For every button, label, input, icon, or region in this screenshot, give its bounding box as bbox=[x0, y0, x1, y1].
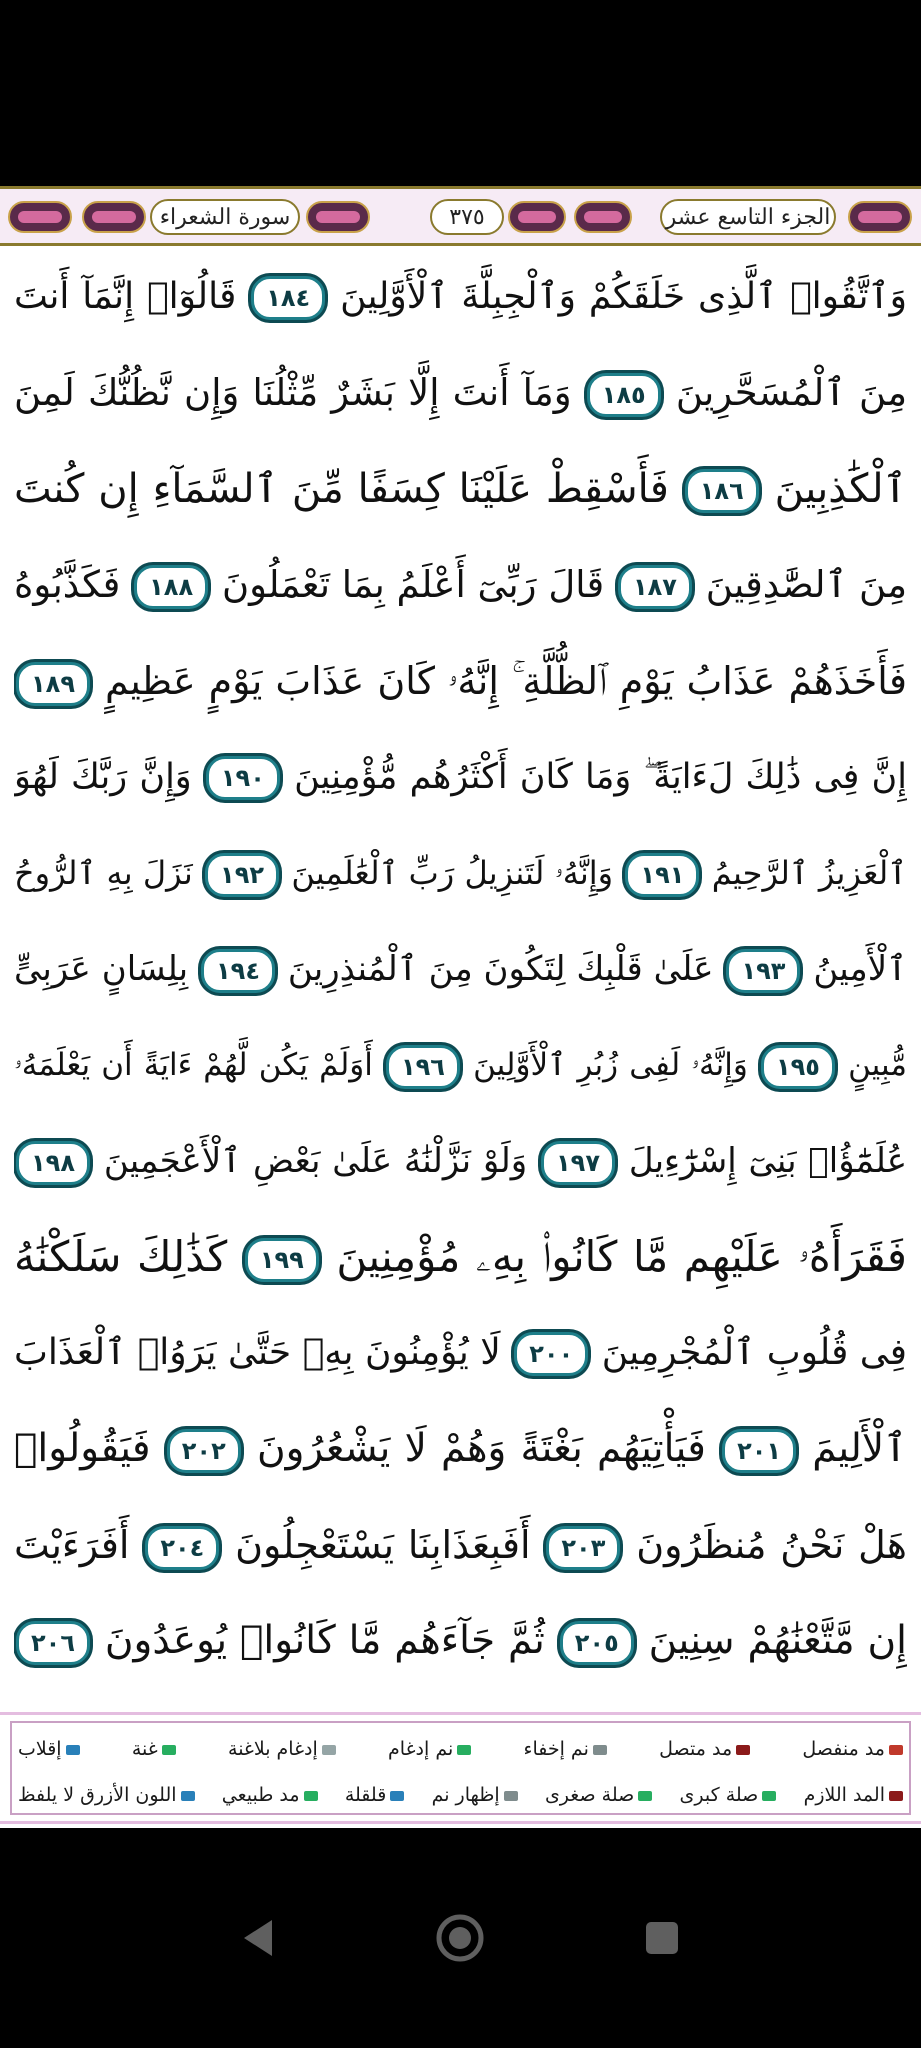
legend-item bbox=[388, 1738, 471, 1760]
color-swatch-icon bbox=[593, 1745, 607, 1755]
back-button[interactable] bbox=[216, 1896, 300, 1980]
verse-text[interactable]: وَمَآ أَنتَ إِلَّا بَشَرٌ مِّثْلُنَا وَإِن نَّظُنُّكَ لَمِنَ bbox=[14, 371, 572, 414]
verse-text[interactable]: أَفَبِعَذَابِنَا يَسْتَعْجِلُونَ bbox=[235, 1523, 531, 1567]
verse-text[interactable]: قَالُوٓا۟ إِنَّمَآ أَنتَ bbox=[14, 276, 237, 317]
quran-line[interactable] bbox=[14, 444, 907, 534]
ayah-number-marker[interactable]: ٢٠٦ bbox=[16, 1621, 90, 1665]
verse-text[interactable]: مُّبِينٍ bbox=[848, 1047, 907, 1083]
legend-label: إقلاب bbox=[18, 1738, 62, 1760]
verse-text[interactable]: أَوَلَمْ يَكُن لَّهُمْ ءَايَةً أَن يَعْلَمَهُۥ bbox=[14, 1047, 373, 1083]
verse-text[interactable]: وَٱتَّقُوا۟ ٱلَّذِى خَلَقَكُمْ وَٱلْجِبِلَّةَ ٱلْأَوَّلِينَ bbox=[340, 276, 907, 317]
legend-label: مد طبيعي bbox=[221, 1784, 300, 1806]
verse-text[interactable]: وَإِنَّهُۥ لَفِى زُبُرِ ٱلْأَوَّلِينَ bbox=[473, 1047, 748, 1083]
quran-line[interactable] bbox=[14, 828, 907, 918]
legend-frame bbox=[10, 1721, 911, 1815]
ayah-number-marker[interactable]: ٢٠٣ bbox=[546, 1526, 620, 1570]
verse-text[interactable]: ٱلْعَزِيزُ ٱلرَّحِيمُ bbox=[711, 854, 907, 892]
ayah-number-marker[interactable]: ١٩٨ bbox=[16, 1141, 90, 1185]
quran-line[interactable] bbox=[14, 732, 907, 822]
verse-text[interactable]: فَكَذَّبُوهُ bbox=[14, 563, 121, 606]
header-ornament bbox=[8, 201, 72, 233]
legend-item bbox=[18, 1738, 80, 1760]
legend-row bbox=[18, 1773, 903, 1817]
header-ornament bbox=[848, 201, 912, 233]
verse-text[interactable]: فَأَخَذَهُمْ عَذَابُ يَوْمِ ٱلظُّلَّةِ ۚ إِنَّهُۥ كَانَ عَذَابَ يَوْمٍ عَظِيمٍ bbox=[105, 659, 907, 703]
ayah-number-marker[interactable]: ١٩٩ bbox=[245, 1238, 319, 1282]
ayah-number-marker[interactable]: ١٨٥ bbox=[587, 373, 661, 417]
page-header bbox=[0, 186, 921, 246]
legend-row bbox=[18, 1727, 903, 1771]
ayah-number-marker[interactable]: ١٨٦ bbox=[685, 469, 759, 513]
ayah-number-marker[interactable]: ١٩٣ bbox=[726, 949, 800, 993]
quran-text[interactable] bbox=[14, 252, 907, 1706]
verse-text[interactable]: ٱلْأَلِيمَ bbox=[812, 1426, 907, 1471]
legend-item bbox=[432, 1784, 518, 1806]
quran-line[interactable] bbox=[14, 1404, 907, 1494]
back-icon bbox=[238, 1916, 278, 1960]
quran-line[interactable] bbox=[14, 348, 907, 438]
legend-label: إظهار نم bbox=[431, 1784, 500, 1806]
legend-label: مد متصل bbox=[659, 1738, 733, 1760]
verse-text[interactable]: فِى قُلُوبِ ٱلْمُجْرِمِينَ bbox=[601, 1332, 907, 1373]
home-icon bbox=[432, 1910, 488, 1966]
color-swatch-icon bbox=[889, 1745, 903, 1755]
verse-text[interactable]: وَلَوْ نَزَّلْنَٰهُ عَلَىٰ بَعْضِ ٱلْأَعْجَمِينَ bbox=[103, 1141, 528, 1181]
legend-label: مد منفصل bbox=[802, 1738, 885, 1760]
legend-item bbox=[680, 1784, 777, 1806]
legend-item bbox=[524, 1738, 607, 1760]
color-swatch-icon bbox=[762, 1791, 776, 1801]
quran-line[interactable] bbox=[14, 1116, 907, 1206]
quran-line[interactable] bbox=[14, 1596, 907, 1686]
header-ornament bbox=[82, 201, 146, 233]
ayah-number-marker[interactable]: ١٩٦ bbox=[386, 1045, 460, 1089]
color-swatch-icon bbox=[736, 1745, 750, 1755]
header-ornament bbox=[306, 201, 370, 233]
header-ornament bbox=[574, 201, 632, 233]
legend-item bbox=[132, 1738, 176, 1760]
verse-text[interactable]: وَإِنَّهُۥ لَتَنزِيلُ رَبِّ ٱلْعَٰلَمِينَ bbox=[291, 854, 614, 892]
color-swatch-icon bbox=[390, 1791, 404, 1801]
verse-text[interactable]: مِنَ ٱلصَّٰدِقِينَ bbox=[705, 563, 907, 606]
color-swatch-icon bbox=[638, 1791, 652, 1801]
color-swatch-icon bbox=[304, 1791, 318, 1801]
legend-item bbox=[222, 1784, 318, 1806]
verse-text[interactable]: نَزَلَ بِهِ ٱلرُّوحُ bbox=[14, 854, 193, 892]
verse-text[interactable]: فَيَأْتِيَهُم بَغْتَةً وَهُمْ لَا يَشْعُرُونَ bbox=[256, 1426, 706, 1471]
color-swatch-icon bbox=[181, 1791, 195, 1801]
ayah-number-marker[interactable]: ١٨٧ bbox=[618, 565, 692, 609]
verse-text[interactable]: قَالَ رَبِّىٓ أَعْلَمُ بِمَا تَعْمَلُونَ bbox=[221, 563, 605, 606]
color-swatch-icon bbox=[889, 1791, 903, 1801]
verse-text[interactable]: بِلِسَانٍ عَرَبِىٍّ bbox=[14, 949, 189, 989]
verse-text[interactable]: فَيَقُولُوا۟ bbox=[14, 1426, 151, 1471]
juz-label: الجزء التاسع عشر bbox=[660, 199, 836, 235]
quran-line[interactable] bbox=[14, 252, 907, 342]
verse-text[interactable]: كَذَٰلِكَ سَلَكْنَٰهُ bbox=[14, 1232, 228, 1281]
page-number: ٣٧٥ bbox=[430, 199, 504, 235]
verse-text[interactable]: عَلَىٰ قَلْبِكَ لِتَكُونَ مِنَ ٱلْمُنذِرِينَ bbox=[287, 949, 714, 989]
home-button[interactable] bbox=[418, 1896, 502, 1980]
ayah-number-marker[interactable]: ١٩٧ bbox=[541, 1141, 615, 1185]
legend-label: صلة صغرى bbox=[544, 1784, 635, 1806]
verse-text[interactable]: هَلْ نَحْنُ مُنظَرُونَ bbox=[636, 1523, 907, 1567]
ayah-number-marker[interactable]: ١٨٨ bbox=[134, 565, 208, 609]
quran-line[interactable] bbox=[14, 1500, 907, 1590]
verse-text[interactable]: إِنَّ فِى ذَٰلِكَ لَءَايَةً ۖ وَمَا كَانَ أَكْثَرُهُم مُّؤْمِنِينَ bbox=[294, 757, 907, 797]
legend-label: غنة bbox=[131, 1738, 158, 1760]
ayah-number-marker[interactable]: ١٨٤ bbox=[251, 276, 325, 320]
legend-item bbox=[804, 1784, 903, 1806]
quran-line[interactable] bbox=[14, 636, 907, 726]
legend-label: إدغام بلاغنة bbox=[228, 1738, 318, 1760]
header-ornament bbox=[508, 201, 566, 233]
mushaf-page[interactable] bbox=[0, 186, 921, 1828]
quran-line[interactable] bbox=[14, 1308, 907, 1398]
legend-label: نم إخفاء bbox=[523, 1738, 589, 1760]
quran-line[interactable] bbox=[14, 540, 907, 630]
legend-item bbox=[659, 1738, 750, 1760]
color-swatch-icon bbox=[322, 1745, 336, 1755]
verse-text[interactable]: مِنَ ٱلْمُسَحَّرِينَ bbox=[675, 371, 907, 414]
tajweed-legend bbox=[0, 1712, 921, 1824]
legend-item bbox=[802, 1738, 903, 1760]
ayah-number-marker[interactable]: ١٩٤ bbox=[201, 949, 275, 993]
ayah-number-marker[interactable]: ٢٠١ bbox=[722, 1429, 796, 1473]
color-swatch-icon bbox=[162, 1745, 176, 1755]
ayah-number-marker[interactable]: ٢٠٤ bbox=[145, 1526, 219, 1570]
verse-text[interactable]: فَقَرَأَهُۥ عَلَيْهِم مَّا كَانُوا۟ بِهِۦ مُؤْمِنِينَ bbox=[336, 1232, 907, 1281]
legend-item bbox=[228, 1738, 336, 1760]
quran-line[interactable] bbox=[14, 924, 907, 1014]
verse-text[interactable]: ثُمَّ جَآءَهُم مَّا كَانُوا۟ يُوعَدُونَ bbox=[104, 1618, 545, 1663]
verse-text[interactable]: أَفَرَءَيْتَ bbox=[14, 1523, 130, 1567]
ayah-number-marker[interactable]: ٢٠٠ bbox=[514, 1332, 588, 1376]
legend-label: المد اللازم bbox=[803, 1784, 885, 1806]
legend-item bbox=[545, 1784, 652, 1806]
verse-text[interactable]: إِن مَّتَّعْنَٰهُمْ سِنِينَ bbox=[648, 1618, 907, 1663]
legend-item bbox=[345, 1784, 404, 1806]
legend-label: نم إدغام bbox=[388, 1738, 454, 1760]
quran-line[interactable] bbox=[14, 1020, 907, 1110]
verse-text[interactable]: ٱلْأَمِينُ bbox=[813, 949, 907, 989]
ayah-number-marker[interactable]: ١٩٥ bbox=[761, 1045, 835, 1089]
ayah-number-marker[interactable]: ١٩٢ bbox=[205, 853, 279, 897]
ayah-number-marker[interactable]: ٢٠٢ bbox=[167, 1429, 241, 1473]
legend-label: صلة كبرى bbox=[679, 1784, 759, 1806]
legend-item bbox=[18, 1784, 195, 1806]
verse-text[interactable]: عُلَمَٰٓؤُا۟ بَنِىٓ إِسْرَٰٓءِيلَ bbox=[628, 1141, 907, 1181]
recents-button[interactable] bbox=[620, 1896, 704, 1980]
color-swatch-icon bbox=[457, 1745, 471, 1755]
status-bar bbox=[0, 0, 921, 186]
navigation-bar bbox=[0, 1828, 921, 2048]
recents-icon bbox=[642, 1918, 682, 1958]
ayah-number-marker[interactable]: ١٨٩ bbox=[16, 662, 90, 706]
color-swatch-icon bbox=[66, 1745, 80, 1755]
ayah-number-marker[interactable]: ١٩١ bbox=[625, 853, 699, 897]
verse-text[interactable]: ٱلْكَٰذِبِينَ bbox=[774, 466, 907, 512]
verse-text[interactable]: وَإِنَّ رَبَّكَ لَهُوَ bbox=[14, 757, 192, 797]
legend-label: اللون الأزرق لا يلفظ bbox=[18, 1784, 177, 1806]
legend-label: قلقلة bbox=[344, 1784, 387, 1806]
verse-text[interactable]: لَا يُؤْمِنُونَ بِهِۦ حَتَّىٰ يَرَوُا۟ ٱلْعَذَابَ bbox=[14, 1332, 501, 1373]
ayah-number-marker[interactable]: ١٩٠ bbox=[206, 756, 280, 800]
quran-line[interactable] bbox=[14, 1212, 907, 1302]
verse-text[interactable]: فَأَسْقِطْ عَلَيْنَا كِسَفًا مِّنَ ٱلسَّمَآءِ إِن كُنتَ bbox=[14, 466, 669, 512]
surah-name-label: سورة الشعراء bbox=[150, 199, 300, 235]
color-swatch-icon bbox=[504, 1791, 518, 1801]
ayah-number-marker[interactable]: ٢٠٥ bbox=[560, 1621, 634, 1665]
